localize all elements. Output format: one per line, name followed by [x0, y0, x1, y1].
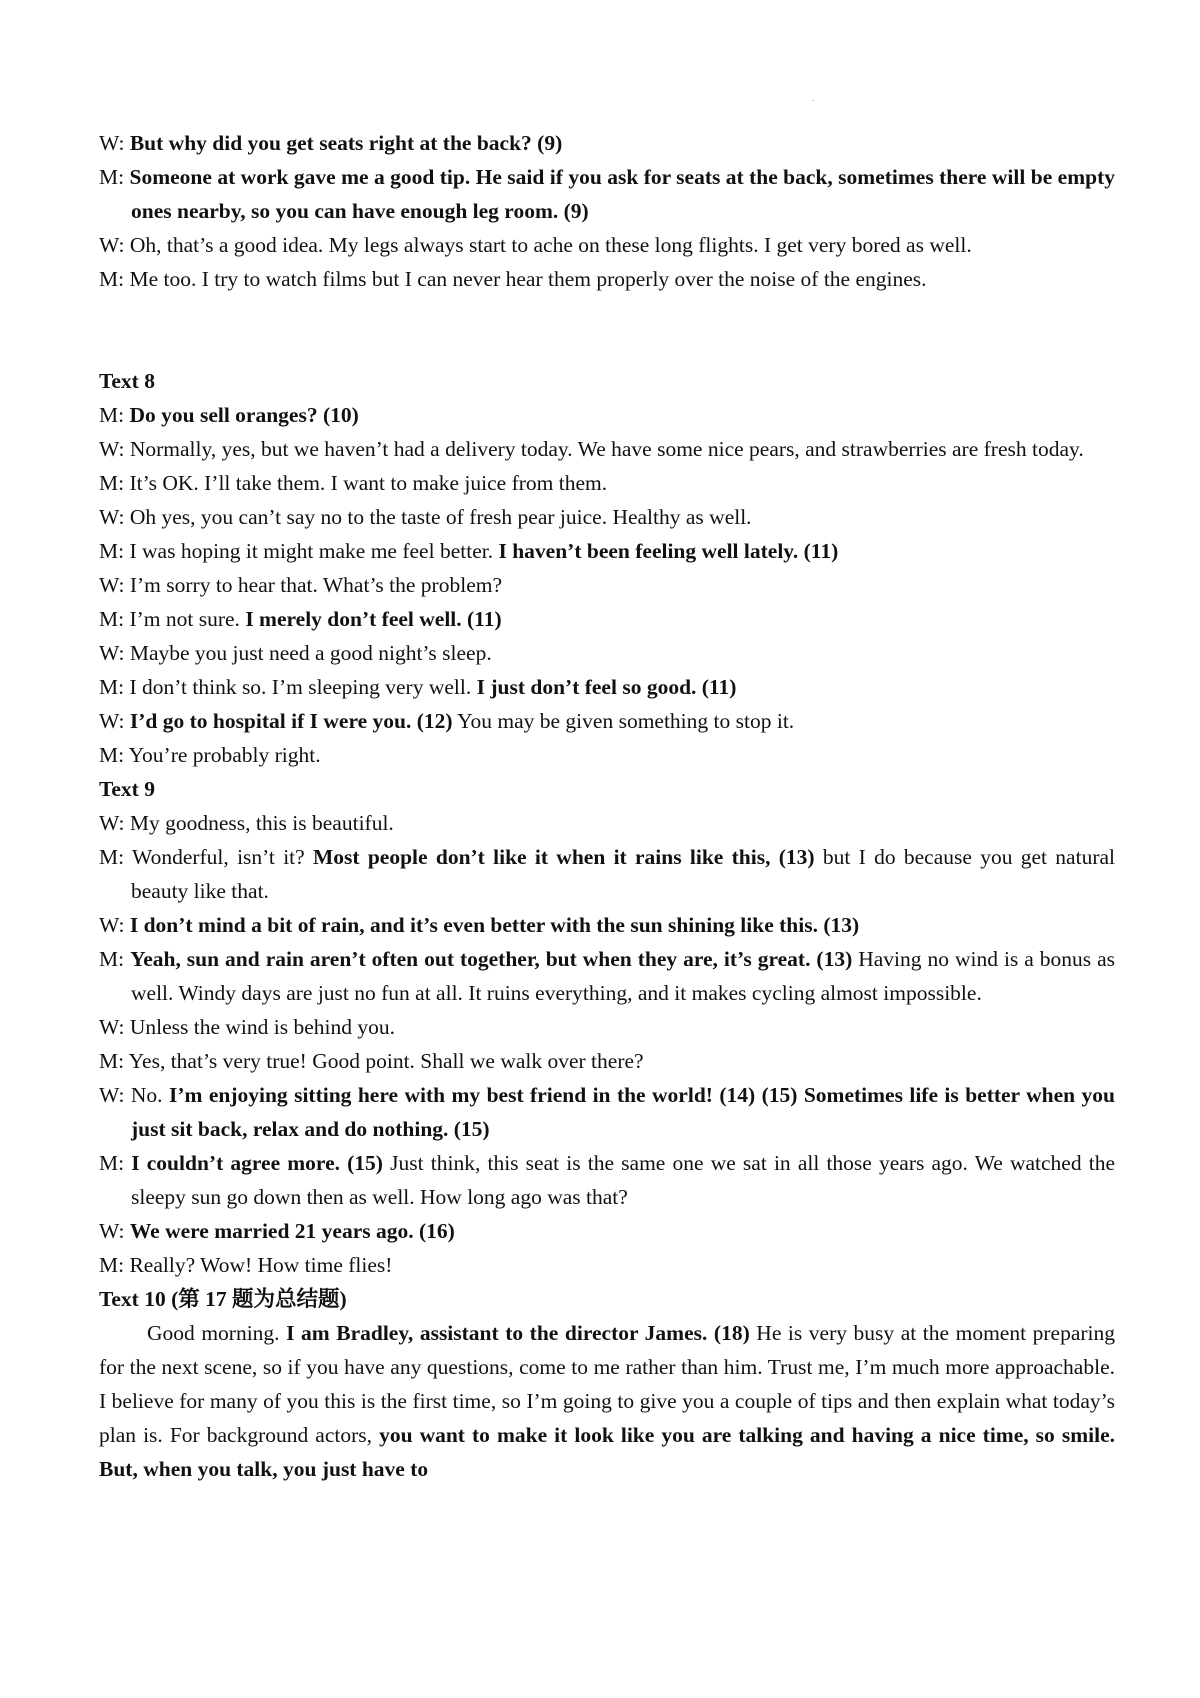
speaker-label: M: [99, 1151, 132, 1175]
dialogue-line [99, 908, 1115, 942]
utterance-text: I don’t think so. I’m sleeping very well. [129, 675, 477, 699]
speaker-label: W: [99, 641, 130, 665]
speaker-label: M: [99, 471, 130, 495]
speaker-label: M: [99, 743, 129, 767]
speaker-label: W: [99, 573, 130, 597]
utterance-text: Maybe you just need a good night’s sleep. [129, 641, 492, 665]
key-sentence: Most people don’t like it when it rains like this, (13) [312, 845, 815, 869]
utterance-text: Wonderful, isn’t it? [132, 845, 313, 869]
speaker-label: W: [99, 1219, 130, 1243]
speaker-label: W: [99, 1015, 130, 1039]
dialogue-line [99, 1248, 1115, 1282]
transcript-page [99, 126, 1115, 1486]
utterance-text: I’m sorry to hear that. What’s the problem? [129, 573, 502, 597]
key-sentence: Someone at work gave me a good tip. He said if you ask for seats at the back, sometimes there will be empty ones nearby, so you can have enough leg room. (9) [129, 165, 1115, 223]
utterance-text: It’s OK. I’ll take them. I want to make juice from them. [129, 471, 608, 495]
utterance-text: but I do because you get natural beauty like that. [131, 845, 1115, 903]
key-sentence: I couldn’t agree more. (15) [131, 1151, 383, 1175]
dialogue-line [99, 1010, 1115, 1044]
dialogue-line [99, 126, 1115, 160]
utterance-text: No. [130, 1083, 169, 1107]
utterance-text: Oh yes, you can’t say no to the taste of fresh pear juice. Healthy as well. [129, 505, 752, 529]
dialogue-line [99, 840, 1115, 908]
key-sentence: I’d go to hospital if I were you. (12) [129, 709, 453, 733]
dialogue-line [99, 262, 1115, 296]
scan-speck [812, 100, 814, 101]
utterance-text: Just think, this seat is the same one we sat in all those years ago. We watched the sleepy sun go down then as well. How long ago was that? [131, 1151, 1116, 1209]
section-heading-text-8: Text 8 [99, 369, 155, 393]
dialogue-line [99, 432, 1115, 466]
key-sentence: I don’t mind a bit of rain, and it’s even better with the sun shining like this. (13) [129, 913, 860, 937]
key-sentence: But why did you get seats right at the back? (9) [129, 131, 563, 155]
key-sentence: I just don’t feel so good. (11) [476, 675, 737, 699]
dialogue-line [99, 704, 1115, 738]
dialogue-line [99, 670, 1115, 704]
key-sentence: Yeah, sun and rain aren’t often out together, but when they are, it’s great. (13) [130, 947, 853, 971]
dialogue-line [99, 466, 1115, 500]
speaker-label: M: [99, 947, 131, 971]
key-sentence: I’m enjoying sitting here with my best friend in the world! (14) (15) Sometimes life is better when you just sit back, relax and do nothing. (15) [131, 1083, 1115, 1141]
dialogue-line [99, 228, 1115, 262]
dialogue-line [99, 160, 1115, 228]
speaker-label: M: [99, 845, 132, 869]
speaker-label: W: [99, 131, 130, 155]
utterance-text: He is very busy at the moment preparing for the next scene, so if you have any questions, come to me rather than him. Trust me, I’m much more approachable. I believe for many of you this is the first time, so I’m going to give you a couple of tips and then explain what today’s plan is. For background actors, [99, 1321, 1115, 1447]
monologue-paragraph [99, 1316, 1115, 1486]
dialogue-line [99, 942, 1115, 1010]
utterance-text: You’re probably right. [128, 743, 321, 767]
speaker-label: M: [99, 403, 130, 427]
speaker-label: M: [99, 539, 130, 563]
key-sentence: you want to make it look like you are talking and having a nice time, so smile. But, when you talk, you just have to [99, 1423, 1115, 1481]
key-sentence: We were married 21 years ago. (16) [129, 1219, 455, 1243]
speaker-label: W: [99, 1083, 131, 1107]
dialogue-line [99, 1214, 1115, 1248]
utterance-text: Me too. I try to watch films but I can never hear them properly over the noise of the engines. [129, 267, 927, 291]
section-gap [99, 296, 1115, 364]
speaker-label: M: [99, 1049, 129, 1073]
dialogue-line [99, 534, 1115, 568]
dialogue-line [99, 568, 1115, 602]
key-sentence: I haven’t been feeling well lately. (11) [498, 539, 839, 563]
dialogue-line [99, 1044, 1115, 1078]
dialogue-line [99, 636, 1115, 670]
speaker-label: W: [99, 437, 130, 461]
dialogue-line [99, 806, 1115, 840]
speaker-label: W: [99, 505, 130, 529]
speaker-label: M: [99, 165, 130, 189]
speaker-label: M: [99, 607, 130, 631]
utterance-text: Really? Wow! How time flies! [129, 1253, 393, 1277]
utterance-text: I’m not sure. [129, 607, 246, 631]
speaker-label: M: [99, 675, 130, 699]
utterance-text: Good morning. [147, 1321, 287, 1345]
speaker-label: W: [99, 233, 130, 257]
speaker-label: W: [99, 811, 130, 835]
utterance-text: You may be given something to stop it. [452, 709, 795, 733]
speaker-label: W: [99, 913, 130, 937]
utterance-text: Normally, yes, but we haven’t had a delivery today. We have some nice pears, and strawberries are fresh today. [129, 437, 1084, 461]
dialogue-line [99, 398, 1115, 432]
utterance-text: I was hoping it might make me feel better. [129, 539, 499, 563]
speaker-label: M: [99, 267, 130, 291]
key-sentence: I am Bradley, assistant to the director James. (18) [286, 1321, 750, 1345]
speaker-label: M: [99, 1253, 130, 1277]
section-heading-text-9: Text 9 [99, 777, 155, 801]
dialogue-line [99, 602, 1115, 636]
utterance-text: Yes, that’s very true! Good point. Shall we walk over there? [128, 1049, 644, 1073]
speaker-label: W: [99, 709, 130, 733]
section-heading-text-10: Text 10 (第 17 题为总结题) [99, 1287, 347, 1311]
dialogue-line [99, 738, 1115, 772]
dialogue-line [99, 1146, 1115, 1214]
utterance-text: Having no wind is a bonus as well. Windy days are just no fun at all. It ruins everything, and it makes cycling almost impossible. [131, 947, 1116, 1005]
utterance-text: Unless the wind is behind you. [129, 1015, 395, 1039]
utterance-text: My goodness, this is beautiful. [129, 811, 394, 835]
key-sentence: I merely don’t feel well. (11) [245, 607, 502, 631]
key-sentence: Do you sell oranges? (10) [129, 403, 359, 427]
dialogue-line [99, 1078, 1115, 1146]
utterance-text: Oh, that’s a good idea. My legs always start to ache on these long flights. I get very bored as well. [129, 233, 972, 257]
dialogue-line [99, 500, 1115, 534]
